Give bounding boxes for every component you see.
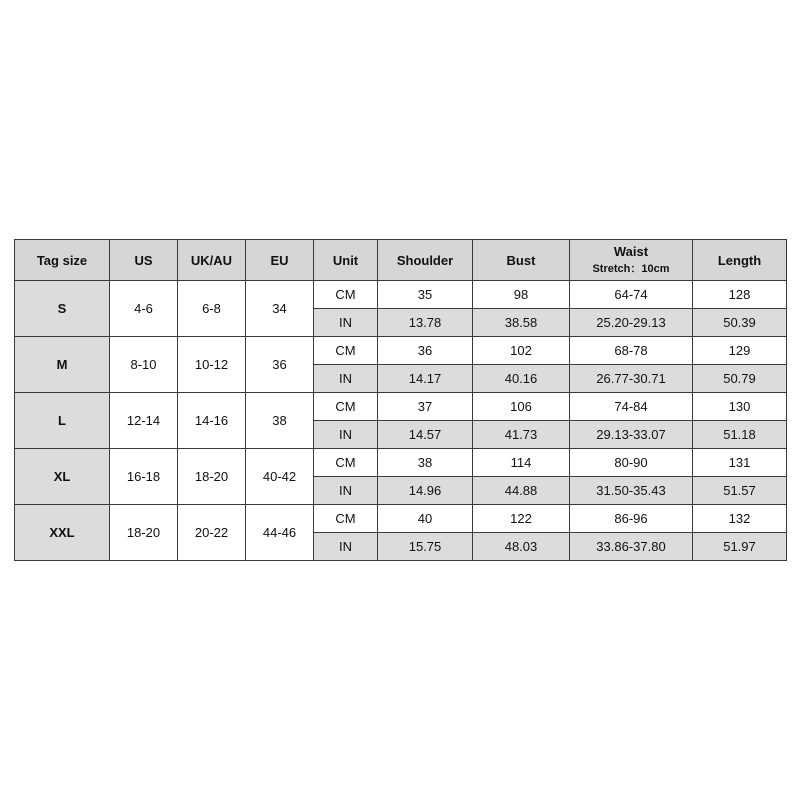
waist-cell: 68-78 <box>570 337 693 365</box>
us-size-cell: 18-20 <box>110 505 178 561</box>
waist-cell: 80-90 <box>570 449 693 477</box>
eu-size-cell: 36 <box>246 337 314 393</box>
bust-cell: 106 <box>473 393 570 421</box>
uk-au-size-cell: 6-8 <box>178 281 246 337</box>
bust-cell: 98 <box>473 281 570 309</box>
table-row <box>15 337 787 365</box>
header-waist <box>570 240 693 281</box>
waist-cell: 74-84 <box>570 393 693 421</box>
unit-cell: IN <box>314 365 378 393</box>
waist-cell: 64-74 <box>570 281 693 309</box>
waist-cell: 25.20-29.13 <box>570 309 693 337</box>
us-size-cell: 12-14 <box>110 393 178 449</box>
shoulder-cell: 36 <box>378 337 473 365</box>
unit-cell: CM <box>314 449 378 477</box>
header-us: US <box>110 240 178 281</box>
size-rows <box>15 281 787 561</box>
length-cell: 50.79 <box>693 365 787 393</box>
table-row <box>15 449 787 477</box>
length-cell: 51.18 <box>693 421 787 449</box>
uk-au-size-cell: 14-16 <box>178 393 246 449</box>
us-size-cell: 4-6 <box>110 281 178 337</box>
shoulder-cell: 13.78 <box>378 309 473 337</box>
eu-size-cell: 40-42 <box>246 449 314 505</box>
shoulder-cell: 35 <box>378 281 473 309</box>
tag-size-cell: S <box>15 281 110 337</box>
eu-size-cell: 44-46 <box>246 505 314 561</box>
size-chart-table <box>14 239 787 561</box>
length-cell: 131 <box>693 449 787 477</box>
length-cell: 51.57 <box>693 477 787 505</box>
bust-cell: 114 <box>473 449 570 477</box>
unit-cell: CM <box>314 393 378 421</box>
unit-cell: CM <box>314 505 378 533</box>
length-cell: 128 <box>693 281 787 309</box>
header-waist-note: Stretch：10cm <box>592 263 670 275</box>
uk-au-size-cell: 18-20 <box>178 449 246 505</box>
table-row <box>15 281 787 309</box>
tag-size-cell: L <box>15 393 110 449</box>
bust-cell: 40.16 <box>473 365 570 393</box>
length-cell: 130 <box>693 393 787 421</box>
header-bust: Bust <box>473 240 570 281</box>
eu-size-cell: 38 <box>246 393 314 449</box>
bust-cell: 122 <box>473 505 570 533</box>
length-cell: 132 <box>693 505 787 533</box>
shoulder-cell: 38 <box>378 449 473 477</box>
waist-cell: 31.50-35.43 <box>570 477 693 505</box>
header-unit: Unit <box>314 240 378 281</box>
eu-size-cell: 34 <box>246 281 314 337</box>
unit-cell: IN <box>314 421 378 449</box>
bust-cell: 102 <box>473 337 570 365</box>
bust-cell: 38.58 <box>473 309 570 337</box>
length-cell: 50.39 <box>693 309 787 337</box>
uk-au-size-cell: 20-22 <box>178 505 246 561</box>
header-shoulder: Shoulder <box>378 240 473 281</box>
table-row <box>15 393 787 421</box>
table-row <box>15 505 787 533</box>
unit-cell: CM <box>314 337 378 365</box>
tag-size-cell: M <box>15 337 110 393</box>
header-length: Length <box>693 240 787 281</box>
header-uk-au: UK/AU <box>178 240 246 281</box>
shoulder-cell: 40 <box>378 505 473 533</box>
shoulder-cell: 37 <box>378 393 473 421</box>
us-size-cell: 8-10 <box>110 337 178 393</box>
shoulder-cell: 14.57 <box>378 421 473 449</box>
bust-cell: 41.73 <box>473 421 570 449</box>
unit-cell: IN <box>314 477 378 505</box>
length-cell: 129 <box>693 337 787 365</box>
header-waist-label: Waist <box>613 244 649 259</box>
waist-cell: 33.86-37.80 <box>570 533 693 561</box>
header-tag-size: Tag size <box>15 240 110 281</box>
shoulder-cell: 14.17 <box>378 365 473 393</box>
unit-cell: CM <box>314 281 378 309</box>
header-eu: EU <box>246 240 314 281</box>
length-cell: 51.97 <box>693 533 787 561</box>
uk-au-size-cell: 10-12 <box>178 337 246 393</box>
waist-cell: 86-96 <box>570 505 693 533</box>
unit-cell: IN <box>314 309 378 337</box>
shoulder-cell: 15.75 <box>378 533 473 561</box>
header-row <box>15 240 787 281</box>
us-size-cell: 16-18 <box>110 449 178 505</box>
tag-size-cell: XXL <box>15 505 110 561</box>
bust-cell: 44.88 <box>473 477 570 505</box>
unit-cell: IN <box>314 533 378 561</box>
tag-size-cell: XL <box>15 449 110 505</box>
shoulder-cell: 14.96 <box>378 477 473 505</box>
waist-cell: 26.77-30.71 <box>570 365 693 393</box>
waist-cell: 29.13-33.07 <box>570 421 693 449</box>
bust-cell: 48.03 <box>473 533 570 561</box>
